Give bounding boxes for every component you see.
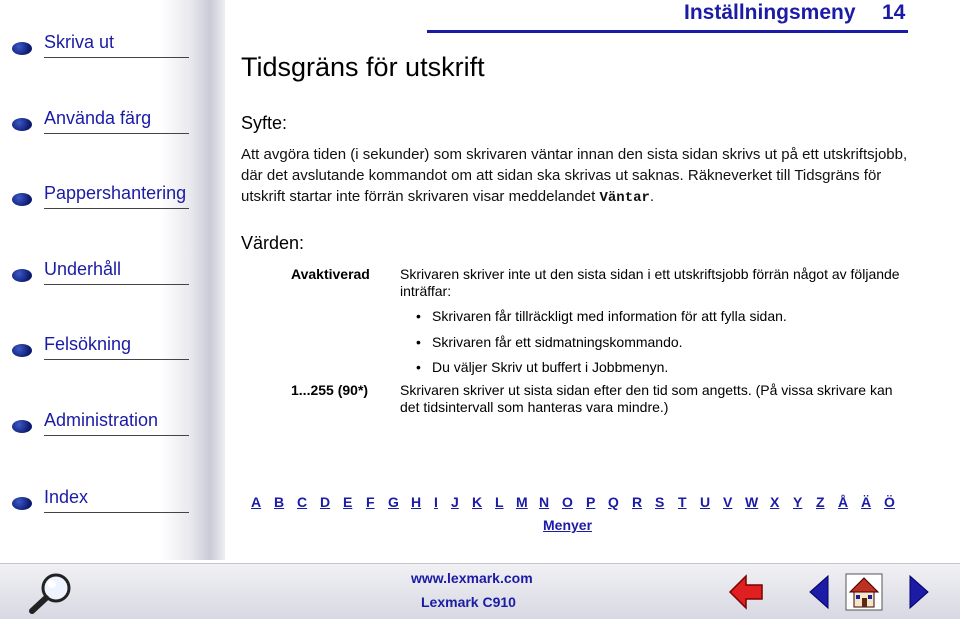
index-letter-q[interactable]: Q	[608, 494, 619, 510]
nav-underline	[44, 435, 189, 436]
nav-label: Index	[44, 487, 89, 507]
nav-underline	[44, 284, 189, 285]
index-letter-h[interactable]: H	[411, 494, 422, 510]
nav-administration[interactable]	[8, 408, 183, 438]
index-letter-f[interactable]: F	[366, 494, 375, 510]
bullet-dot: •	[416, 334, 421, 350]
nav-bullet-icon	[12, 269, 32, 282]
index-letter-c[interactable]: C	[297, 494, 308, 510]
index-letter-z[interactable]: Z	[816, 494, 825, 510]
index-letter-a-ring[interactable]: Å	[838, 494, 849, 510]
nav-skriva-ut[interactable]	[8, 30, 183, 60]
footer-url[interactable]: www.lexmark.com	[411, 570, 533, 586]
index-letter-o-umlaut[interactable]: Ö	[884, 494, 895, 510]
value-description-range: Skrivaren skriver ut sista sidan efter den tid som angetts. (På vissa skrivare kan det tidsintervall som hanteras vara mindre.)	[400, 382, 893, 415]
footer-product: Lexmark C910	[421, 594, 516, 610]
index-letter-k[interactable]: K	[472, 494, 483, 510]
nav-bullet-icon	[12, 497, 32, 510]
nav-underhall[interactable]	[8, 257, 183, 287]
nav-index[interactable]	[8, 485, 183, 515]
nav-bullet-icon	[12, 344, 32, 357]
back-arrow-icon[interactable]	[726, 572, 766, 612]
nav-felsokning[interactable]	[8, 332, 183, 362]
nav-underline	[44, 133, 189, 134]
index-letter-r[interactable]: R	[632, 494, 643, 510]
home-icon[interactable]	[844, 572, 884, 612]
purpose-paragraph	[241, 144, 911, 209]
nav-label: Felsökning	[44, 334, 132, 354]
index-letter-o[interactable]: O	[562, 494, 573, 510]
index-letter-a[interactable]: A	[251, 494, 262, 510]
nav-bullet-icon	[12, 118, 32, 131]
bullet-dot: •	[416, 308, 421, 324]
value-label-avaktiverad: Avaktiverad	[291, 266, 370, 282]
nav-label: Pappershantering	[44, 183, 187, 203]
index-letter-n[interactable]: N	[539, 494, 550, 510]
purpose-end: .	[649, 188, 655, 205]
values-heading: Värden:	[241, 233, 305, 253]
index-letter-y[interactable]: Y	[793, 494, 803, 510]
sidebar	[0, 0, 225, 560]
nav-bullet-icon	[12, 193, 32, 206]
index-letter-p[interactable]: P	[586, 494, 596, 510]
nav-underline	[44, 512, 189, 513]
list-item-text: Skrivaren får ett sidmatningskommando.	[432, 334, 683, 350]
purpose-heading: Syfte:	[241, 113, 288, 133]
previous-page-icon[interactable]	[800, 572, 840, 612]
header-rule	[427, 30, 908, 33]
index-letter-b[interactable]: B	[274, 494, 285, 510]
nav-anvanda-farg[interactable]	[8, 106, 183, 136]
index-letter-l[interactable]: L	[495, 494, 504, 510]
nav-label: Underhåll	[44, 259, 122, 279]
list-item-text: Du väljer Skriv ut buffert i Jobbmenyn.	[432, 359, 669, 375]
purpose-text: Att avgöra tiden (i sekunder) som skrivaren väntar innan den sista sidan skrivs ut på ett utskriftsjobb, där det avslutande kommandot om att sidan ska skrivas ut saknas. Räkneverket till Tidsgräns för utskrift startar inte förrän skrivaren visar meddelandet	[241, 146, 908, 205]
index-letter-d[interactable]: D	[320, 494, 331, 510]
page-title: Tidsgräns för utskrift	[241, 52, 485, 82]
section-title[interactable]: Inställningsmeny	[684, 1, 856, 24]
index-letter-v[interactable]: V	[723, 494, 733, 510]
nav-label: Administration	[44, 410, 159, 430]
index-letter-i[interactable]: I	[434, 494, 438, 510]
bullet-dot: •	[416, 359, 421, 375]
index-letter-w[interactable]: W	[745, 494, 759, 510]
index-letter-s[interactable]: S	[655, 494, 665, 510]
page-number: 14	[882, 1, 906, 24]
index-letter-e[interactable]: E	[343, 494, 353, 510]
nav-label: Använda färg	[44, 108, 152, 128]
menyer-link[interactable]: Menyer	[543, 517, 593, 533]
index-letter-a-umlaut[interactable]: Ä	[861, 494, 872, 510]
nav-bullet-icon	[12, 420, 32, 433]
nav-pappershantering[interactable]	[8, 181, 187, 211]
index-letter-u[interactable]: U	[700, 494, 711, 510]
search-icon[interactable]	[24, 570, 80, 614]
status-message-code: Väntar	[599, 190, 650, 206]
index-letter-m[interactable]: M	[516, 494, 528, 510]
list-item-text: Skrivaren får tillräckligt med information för att fylla sidan.	[432, 308, 787, 324]
nav-bullet-icon	[12, 42, 32, 55]
nav-underline	[44, 359, 189, 360]
next-page-icon[interactable]	[898, 572, 938, 612]
index-letter-x[interactable]: X	[770, 494, 780, 510]
value-description-avaktiverad: Skrivaren skriver inte ut den sista sidan i ett utskriftsjobb förrän något av följande inträffar:	[400, 266, 900, 299]
index-letter-j[interactable]: J	[451, 494, 459, 510]
nav-underline	[44, 57, 189, 58]
index-letter-g[interactable]: G	[388, 494, 399, 510]
value-label-range: 1...255 (90*)	[291, 382, 369, 398]
nav-underline	[44, 208, 189, 209]
footer-bar	[0, 563, 960, 619]
nav-label: Skriva ut	[44, 32, 115, 52]
index-letter-t[interactable]: T	[678, 494, 687, 510]
